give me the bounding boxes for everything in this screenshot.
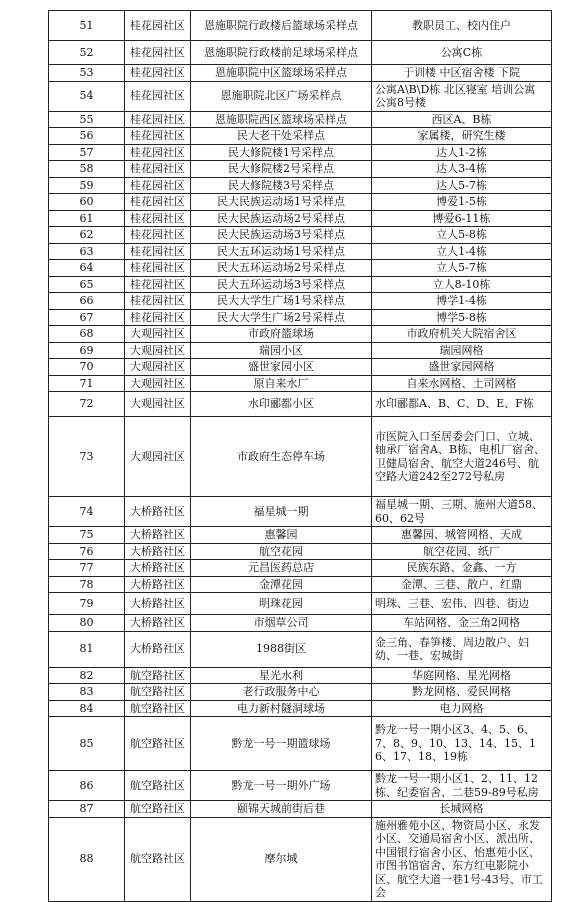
sampling-point: 民大五环运动场3号采样点 [191,276,372,293]
coverage-area: 市政府机关大院宿舍区 [372,326,552,343]
row-number: 60 [49,194,125,211]
table-row [49,342,552,359]
coverage-area: 博学1-4栋 [372,293,552,310]
community-name: 大桥路社区 [125,497,191,527]
community-name: 航空路社区 [125,684,191,701]
community-name: 大观园社区 [125,359,191,376]
row-number: 80 [49,615,125,632]
community-name: 航空路社区 [125,667,191,684]
table-row [49,11,552,41]
table-row [49,293,552,310]
coverage-area: 黔龙一号一期小区3、4、5、6、7、8、9、10、13、14、15、16、17、18、19栋 [372,717,552,771]
table-row [49,227,552,244]
row-number: 58 [49,161,125,178]
sampling-point: 民大修院楼1号采样点 [191,144,372,161]
sampling-point: 盛世家园小区 [191,359,372,376]
row-number: 68 [49,326,125,343]
sampling-points-table [48,10,552,902]
coverage-area: 公寓A\B\D栋 北区寝室 培训公寓 公寓8号楼 [372,81,552,111]
row-number: 62 [49,227,125,244]
table-row [49,700,552,717]
coverage-area: 公寓C栋 [372,41,552,65]
table-row [49,144,552,161]
table-row [49,560,552,577]
table-row [49,392,552,417]
coverage-area: 金三角、春笋楼、周边散户、妇幼、一巷、宏城街 [372,631,552,667]
row-number: 75 [49,527,125,544]
table-row [49,243,552,260]
coverage-area: 达人3-4栋 [372,161,552,178]
community-name: 桂花园社区 [125,227,191,244]
table-row [49,81,552,111]
sampling-point: 民大大学生广场1号采样点 [191,293,372,310]
table-row [49,65,552,82]
sampling-point: 民大修院楼3号采样点 [191,177,372,194]
coverage-area: 瑞园网格 [372,342,552,359]
community-name: 桂花园社区 [125,111,191,128]
community-name: 大观园社区 [125,342,191,359]
sampling-point: 民大民族运动场2号采样点 [191,210,372,227]
sampling-point: 明珠花园 [191,593,372,615]
community-name: 桂花园社区 [125,210,191,227]
table-row [49,667,552,684]
sampling-point: 黔龙一号一期篮球场 [191,717,372,771]
coverage-area: 盛世家园网格 [372,359,552,376]
row-number: 70 [49,359,125,376]
row-number: 51 [49,11,125,41]
coverage-area: 施州雅苑小区、物资局小区、永发小区、交通局宿舍小区、派出所、中国银行宿舍小区、怡惠苑小区、市图书馆宿舍、东方红电影院小区、航空大道一巷1号-43号、市工会 [372,817,552,901]
sampling-point: 金潭花园 [191,576,372,593]
table-row [49,615,552,632]
coverage-area: 立人5-7栋 [372,260,552,277]
row-number: 56 [49,128,125,145]
sampling-point: 瑞园小区 [191,342,372,359]
coverage-area: 明珠、三巷、宏伟、四巷、街边 [372,593,552,615]
sampling-point: 市政府篮球场 [191,326,372,343]
sampling-points-table-page [48,10,551,902]
row-number: 67 [49,309,125,326]
community-name: 桂花园社区 [125,128,191,145]
coverage-area: 博爱6-11栋 [372,210,552,227]
sampling-point: 恩施职院中区篮球场采样点 [191,65,372,82]
community-name: 大观园社区 [125,392,191,417]
coverage-area: 博爱1-5栋 [372,194,552,211]
row-number: 76 [49,543,125,560]
table-row [49,194,552,211]
table-row [49,111,552,128]
coverage-area: 立人5-8栋 [372,227,552,244]
coverage-area: 自来水网格、土司网格 [372,375,552,392]
table-row [49,576,552,593]
row-number: 88 [49,817,125,901]
sampling-point: 市烟草公司 [191,615,372,632]
sampling-point: 民大民族运动场3号采样点 [191,227,372,244]
coverage-area: 华庭网格、星光网格 [372,667,552,684]
table-row [49,717,552,771]
table-row [49,326,552,343]
sampling-point: 星光水利 [191,667,372,684]
community-name: 大桥路社区 [125,527,191,544]
row-number: 65 [49,276,125,293]
row-number: 59 [49,177,125,194]
community-name: 大桥路社区 [125,560,191,577]
row-number: 78 [49,576,125,593]
coverage-area: 市医院入口至居委会门口、立城、轴承厂宿舍A、B栋、电机厂宿舍、卫健局宿舍、航空大道246号、航空路大道242至272号私房 [372,417,552,497]
community-name: 桂花园社区 [125,144,191,161]
table-row [49,631,552,667]
coverage-area: 长城网格 [372,801,552,818]
sampling-point: 惠馨园 [191,527,372,544]
coverage-area: 教职员工、校内住户 [372,11,552,41]
coverage-area: 立人8-10栋 [372,276,552,293]
coverage-area: 立人1-4栋 [372,243,552,260]
community-name: 大桥路社区 [125,615,191,632]
community-name: 航空路社区 [125,801,191,818]
community-name: 桂花园社区 [125,243,191,260]
table-row [49,817,552,901]
table-row [49,359,552,376]
row-number: 69 [49,342,125,359]
sampling-point: 恩施职院行政楼后篮球场采样点 [191,11,372,41]
community-name: 桂花园社区 [125,81,191,111]
coverage-area: 福星城一期、三期、施州大道58、60、62号 [372,497,552,527]
coverage-area: 黔龙网格、爱民网格 [372,684,552,701]
community-name: 桂花园社区 [125,309,191,326]
community-name: 大桥路社区 [125,576,191,593]
table-row [49,801,552,818]
row-number: 53 [49,65,125,82]
coverage-area: 西区A、B栋 [372,111,552,128]
sampling-point: 福星城一期 [191,497,372,527]
community-name: 大观园社区 [125,375,191,392]
coverage-area: 金潭、三巷、散户、红鼎 [372,576,552,593]
coverage-area: 民族东路、金鑫、一方 [372,560,552,577]
sampling-point: 恩施职院北区广场采样点 [191,81,372,111]
row-number: 77 [49,560,125,577]
sampling-point: 水印郦都小区 [191,392,372,417]
row-number: 83 [49,684,125,701]
community-name: 大观园社区 [125,326,191,343]
coverage-area: 电力网格 [372,700,552,717]
table-row [49,417,552,497]
row-number: 54 [49,81,125,111]
community-name: 航空路社区 [125,771,191,801]
community-name: 桂花园社区 [125,161,191,178]
row-number: 86 [49,771,125,801]
row-number: 72 [49,392,125,417]
row-number: 55 [49,111,125,128]
row-number: 73 [49,417,125,497]
community-name: 大桥路社区 [125,543,191,560]
table-body [49,11,552,902]
table-row [49,527,552,544]
table-row [49,375,552,392]
table-row [49,497,552,527]
table-row [49,177,552,194]
sampling-point: 民大老干处采样点 [191,128,372,145]
coverage-area: 惠馨园、城管网格、天成 [372,527,552,544]
community-name: 桂花园社区 [125,11,191,41]
row-number: 74 [49,497,125,527]
row-number: 85 [49,717,125,771]
sampling-point: 民大五环运动场1号采样点 [191,243,372,260]
table-row [49,41,552,65]
coverage-area: 达人5-7栋 [372,177,552,194]
row-number: 79 [49,593,125,615]
sampling-point: 摩尔城 [191,817,372,901]
row-number: 61 [49,210,125,227]
community-name: 桂花园社区 [125,65,191,82]
table-row [49,128,552,145]
sampling-point: 民大大学生广场2号采样点 [191,309,372,326]
coverage-area: 家属楼，研究生楼 [372,128,552,145]
coverage-area: 达人1-2栋 [372,144,552,161]
row-number: 64 [49,260,125,277]
row-number: 66 [49,293,125,310]
sampling-point: 元昌医药总店 [191,560,372,577]
coverage-area: 于训楼 中区宿舍楼 下院 [372,65,552,82]
coverage-area: 博学5-8栋 [372,309,552,326]
community-name: 航空路社区 [125,700,191,717]
coverage-area: 水印郦都A、B、C、D、E、F栋 [372,392,552,417]
row-number: 84 [49,700,125,717]
table-row [49,771,552,801]
community-name: 大桥路社区 [125,593,191,615]
community-name: 航空路社区 [125,717,191,771]
table-row [49,593,552,615]
row-number: 57 [49,144,125,161]
sampling-point: 恩施职院行政楼前足球场采样点 [191,41,372,65]
sampling-point: 黔龙一号一期外广场 [191,771,372,801]
community-name: 桂花园社区 [125,41,191,65]
row-number: 71 [49,375,125,392]
table-row [49,684,552,701]
community-name: 桂花园社区 [125,293,191,310]
row-number: 81 [49,631,125,667]
community-name: 桂花园社区 [125,194,191,211]
sampling-point: 颐锦天城前街后巷 [191,801,372,818]
coverage-area: 航空花园、纸厂 [372,543,552,560]
community-name: 大桥路社区 [125,631,191,667]
row-number: 52 [49,41,125,65]
sampling-point: 原自来水厂 [191,375,372,392]
row-number: 63 [49,243,125,260]
community-name: 桂花园社区 [125,260,191,277]
community-name: 桂花园社区 [125,177,191,194]
row-number: 87 [49,801,125,818]
sampling-point: 恩施职院西区篮球场采样点 [191,111,372,128]
row-number: 82 [49,667,125,684]
sampling-point: 电力新村隧洞球场 [191,700,372,717]
community-name: 航空路社区 [125,817,191,901]
sampling-point: 民大修院楼2号采样点 [191,161,372,178]
table-row [49,309,552,326]
table-row [49,543,552,560]
sampling-point: 航空花园 [191,543,372,560]
coverage-area: 车站网格、金三角2网格 [372,615,552,632]
table-row [49,260,552,277]
table-row [49,276,552,293]
sampling-point: 老行政服务中心 [191,684,372,701]
sampling-point: 民大五环运动场2号采样点 [191,260,372,277]
table-row [49,161,552,178]
sampling-point: 民大民族运动场1号采样点 [191,194,372,211]
coverage-area: 黔龙一号一期小区1、2、11、12栋、纪委宿舍、二巷59-89号私房 [372,771,552,801]
community-name: 桂花园社区 [125,276,191,293]
sampling-point: 市政府生态停车场 [191,417,372,497]
table-row [49,210,552,227]
sampling-point: 1988街区 [191,631,372,667]
community-name: 大观园社区 [125,417,191,497]
